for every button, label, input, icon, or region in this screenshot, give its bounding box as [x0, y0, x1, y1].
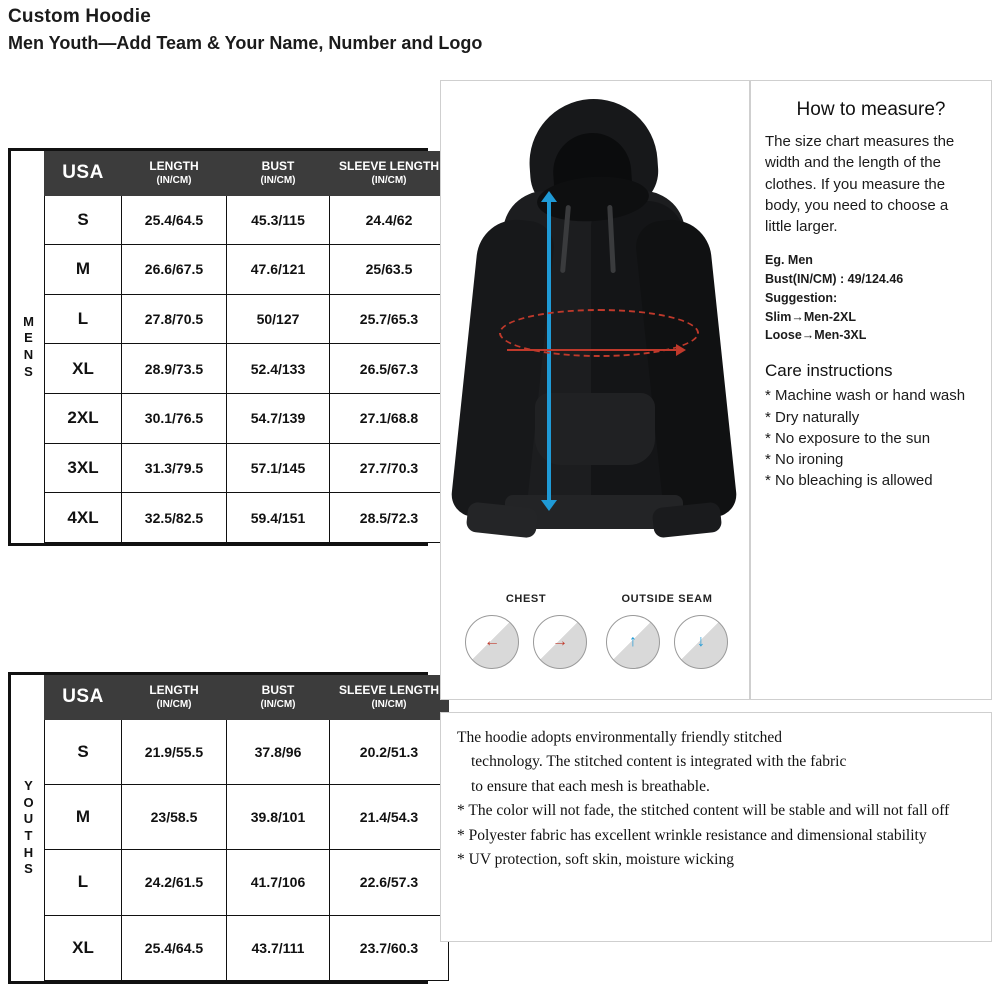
page-subtitle: Men Youth—Add Team & Your Name, Number and Logo [8, 33, 483, 53]
mens-size-table [44, 151, 449, 543]
cell-sleeve: 25/63.5 [330, 245, 449, 295]
how-to-measure-panel [750, 80, 992, 700]
seam-circles [593, 615, 741, 669]
col-header-sleeve-unit: (IN/CM) [371, 175, 407, 186]
cell-sleeve: 27.1/68.8 [330, 394, 449, 444]
mens-side-label-text: M E N S [23, 313, 35, 379]
table-header-row [45, 676, 449, 720]
product-description-panel [440, 712, 992, 942]
cell-size: 2XL [45, 394, 122, 444]
col-header-sleeve-label: SLEEVE LENGTH [338, 159, 439, 173]
col-header-usa [45, 152, 122, 196]
col-header-length-label: LENGTH [149, 683, 199, 697]
care-item: * Machine wash or hand wash [765, 387, 966, 405]
example-line-5: Loose→Men-3XL [765, 328, 867, 343]
cell-length: 32.5/82.5 [122, 493, 227, 543]
chest-caption: CHEST [505, 593, 547, 605]
col-header-sleeve [330, 676, 449, 720]
page-header [8, 6, 988, 54]
youths-size-table-block [8, 672, 439, 984]
care-instructions-list [765, 385, 977, 491]
youths-side-label [14, 675, 44, 981]
outside-seam-icon-group [593, 593, 741, 669]
cell-size: XL [45, 915, 122, 980]
chest-icon-group [461, 593, 591, 669]
example-line-1: Eg. Men [765, 253, 813, 268]
table-row [45, 344, 449, 394]
cell-length: 25.4/64.5 [122, 915, 227, 980]
table-row [45, 719, 449, 784]
col-header-bust-label: BUST [261, 159, 295, 173]
col-header-length-unit: (IN/CM) [156, 699, 192, 710]
cell-size: L [45, 294, 122, 344]
hoodie-cuff-right [652, 502, 723, 539]
how-to-measure-heading: How to measure? [796, 99, 946, 120]
chest-right-arrow-glyph: → [552, 633, 568, 650]
cell-length: 21.9/55.5 [122, 719, 227, 784]
example-line-3: Suggestion: [765, 290, 838, 305]
hoodie-illustration [441, 81, 750, 601]
cell-size: S [45, 719, 122, 784]
measure-icon-row [441, 593, 750, 693]
description-line: The hoodie adopts environmentally friendly stitched [457, 729, 782, 746]
mens-side-label [14, 151, 44, 543]
page-title: Custom Hoodie [8, 6, 151, 27]
table-row [45, 394, 449, 444]
seam-down-arrow-glyph: ↓ [697, 633, 705, 650]
cell-sleeve: 22.6/57.3 [330, 850, 449, 915]
table-header-row [45, 152, 449, 196]
example-line-4: Slim→Men-2XL [765, 309, 856, 324]
table-row [45, 195, 449, 245]
cell-sleeve: 27.7/70.3 [330, 443, 449, 493]
table-row [45, 850, 449, 915]
cell-size: XL [45, 344, 122, 394]
cell-bust: 41.7/106 [227, 850, 330, 915]
hoodie-cuff-left [466, 501, 539, 538]
cell-bust: 57.1/145 [227, 443, 330, 493]
cell-sleeve: 28.5/72.3 [330, 493, 449, 543]
description-line: * UV protection, soft skin, moisture wicking [457, 851, 734, 869]
care-item: * No exposure to the sun [765, 429, 931, 447]
chest-left-arrow-glyph: ← [484, 633, 500, 650]
example-line-2: Bust(IN/CM) : 49/124.46 [765, 272, 904, 287]
col-header-usa [45, 676, 122, 720]
description-line: * Polyester fabric has excellent wrinkle resistance and dimensional stability [457, 826, 927, 844]
care-instructions-heading: Care instructions [765, 361, 893, 381]
cell-sleeve: 25.7/65.3 [330, 294, 449, 344]
example-block [765, 251, 977, 345]
cell-bust: 45.3/115 [227, 195, 330, 245]
chest-circles [461, 615, 591, 669]
cell-bust: 37.8/96 [227, 719, 330, 784]
col-header-sleeve-unit: (IN/CM) [371, 699, 407, 710]
cell-length: 27.8/70.5 [122, 294, 227, 344]
outside-seam-caption: OUTSIDE SEAM [621, 593, 713, 605]
col-header-length-unit: (IN/CM) [156, 175, 192, 186]
cell-length: 31.3/79.5 [122, 443, 227, 493]
col-header-sleeve [330, 152, 449, 196]
care-item: * Dry naturally [765, 408, 860, 426]
cell-size: S [45, 195, 122, 245]
description-line: technology. The stitched content is integrated with the fabric [471, 753, 847, 771]
table-row [45, 294, 449, 344]
col-header-bust [227, 152, 330, 196]
care-item: * No bleaching is allowed [765, 472, 933, 490]
cell-length: 25.4/64.5 [122, 195, 227, 245]
cell-sleeve: 24.4/62 [330, 195, 449, 245]
col-header-bust-label: BUST [261, 683, 295, 697]
table-row [45, 493, 449, 543]
cell-length: 23/58.5 [122, 784, 227, 849]
col-header-bust [227, 676, 330, 720]
product-image-panel [440, 80, 750, 700]
cell-size: 3XL [45, 443, 122, 493]
cell-bust: 52.4/133 [227, 344, 330, 394]
table-row [45, 245, 449, 295]
table-row [45, 784, 449, 849]
how-to-measure-body: The size chart measures the width and the length of the clothes. If you measure the body, you need to choose a little larger. [765, 133, 955, 236]
care-item: * No ironing [765, 451, 844, 469]
seam-up-arrow-glyph: ↑ [629, 633, 637, 650]
cell-sleeve: 23.7/60.3 [330, 915, 449, 980]
col-header-sleeve-label: SLEEVE LENGTH [338, 683, 439, 697]
cell-bust: 59.4/151 [227, 493, 330, 543]
seam-up-arrow-icon [606, 615, 660, 669]
chest-left-arrow-icon [465, 615, 519, 669]
cell-bust: 47.6/121 [227, 245, 330, 295]
col-header-length-label: LENGTH [149, 159, 199, 173]
col-header-usa-label: USA [62, 162, 104, 184]
mens-size-table-block [8, 148, 439, 546]
col-header-usa-label: USA [62, 686, 104, 708]
cell-length: 28.9/73.5 [122, 344, 227, 394]
cell-size: L [45, 850, 122, 915]
col-header-bust-unit: (IN/CM) [260, 175, 296, 186]
cell-bust: 39.8/101 [227, 784, 330, 849]
cell-bust: 54.7/139 [227, 394, 330, 444]
cell-length: 30.1/76.5 [122, 394, 227, 444]
cell-bust: 43.7/111 [227, 915, 330, 980]
cell-bust: 50/127 [227, 294, 330, 344]
hoodie-pocket [535, 393, 655, 465]
description-line: to ensure that each mesh is breathable. [471, 777, 710, 795]
description-line: * The color will not fade, the stitched content will be stable and will not fall off [457, 802, 950, 820]
cell-size: 4XL [45, 493, 122, 543]
col-header-length [122, 152, 227, 196]
cell-size: M [45, 784, 122, 849]
cell-sleeve: 26.5/67.3 [330, 344, 449, 394]
youths-size-table [44, 675, 449, 981]
table-row [45, 443, 449, 493]
col-header-bust-unit: (IN/CM) [260, 699, 296, 710]
bust-measure-arrow-icon [507, 349, 677, 351]
col-header-length [122, 676, 227, 720]
chest-right-arrow-icon [533, 615, 587, 669]
cell-sleeve: 20.2/51.3 [330, 719, 449, 784]
seam-down-arrow-icon [674, 615, 728, 669]
cell-length: 26.6/67.5 [122, 245, 227, 295]
cell-sleeve: 21.4/54.3 [330, 784, 449, 849]
cell-length: 24.2/61.5 [122, 850, 227, 915]
table-row [45, 915, 449, 980]
cell-size: M [45, 245, 122, 295]
youths-side-label-text: Y O U T H S [23, 778, 35, 877]
